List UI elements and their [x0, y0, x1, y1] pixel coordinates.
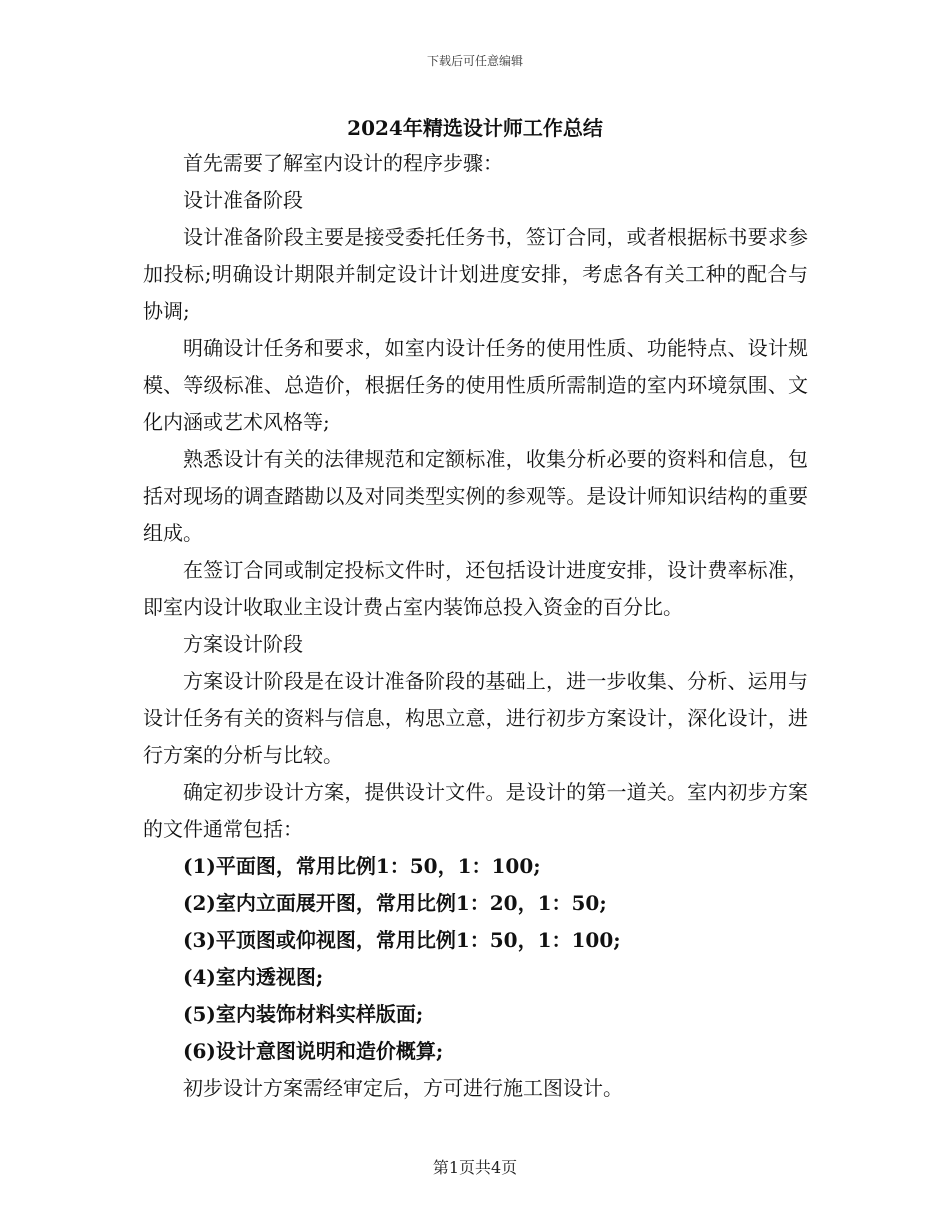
paragraph-intro: 首先需要了解室内设计的程序步骤：	[183, 151, 503, 175]
list-item: (3)平顶图或仰视图，常用比例1：50，1：100;	[183, 928, 621, 952]
paragraph: 设计准备阶段主要是接受委托任务书，签订合同，或者根据标书要求参加投标;明确设计期限并制定设计计划进度安排，考虑各有关工种的配合与协调;	[143, 225, 808, 323]
list-item: (1)平面图，常用比例1：50，1：100;	[183, 854, 541, 878]
paragraph: 在签订合同或制定投标文件时，还包括设计进度安排，设计费率标准，即室内设计收取业主设计费占室内装饰总投入资金的百分比。	[143, 558, 808, 619]
paragraph: 方案设计阶段是在设计准备阶段的基础上，进一步收集、分析、运用与设计任务有关的资料与信息，构思立意，进行初步方案设计，深化设计，进行方案的分析与比较。	[143, 669, 808, 767]
list-item: (5)室内装饰材料实样版面;	[183, 1002, 424, 1026]
paragraph: 明确设计任务和要求，如室内设计任务的使用性质、功能特点、设计规模、等级标准、总造价，根据任务的使用性质所需制造的室内环境氛围、文化内涵或艺术风格等;	[143, 336, 808, 434]
paragraph: 熟悉设计有关的法律规范和定额标准，收集分析必要的资料和信息，包括对现场的调查踏勘以及对同类型实例的参观等。是设计师知识结构的重要组成。	[143, 447, 808, 545]
list-item: (4)室内透视图;	[183, 965, 324, 989]
paragraph: 初步设计方案需经审定后，方可进行施工图设计。	[183, 1076, 623, 1100]
document-title: 2024年精选设计师工作总结	[347, 116, 603, 140]
paragraph: 确定初步设计方案，提供设计文件。是设计的第一道关。室内初步方案的文件通常包括：	[143, 780, 808, 841]
section-heading-scheme: 方案设计阶段	[183, 632, 303, 656]
section-heading-preparation: 设计准备阶段	[183, 188, 303, 212]
page-footer: 第1页共4页	[432, 1158, 518, 1177]
page-header: 下载后可任意编辑	[426, 54, 523, 68]
list-item: (6)设计意图说明和造价概算;	[183, 1039, 444, 1063]
document-body	[143, 145, 808, 1107]
list-item: (2)室内立面展开图，常用比例1：20，1：50;	[183, 891, 607, 915]
